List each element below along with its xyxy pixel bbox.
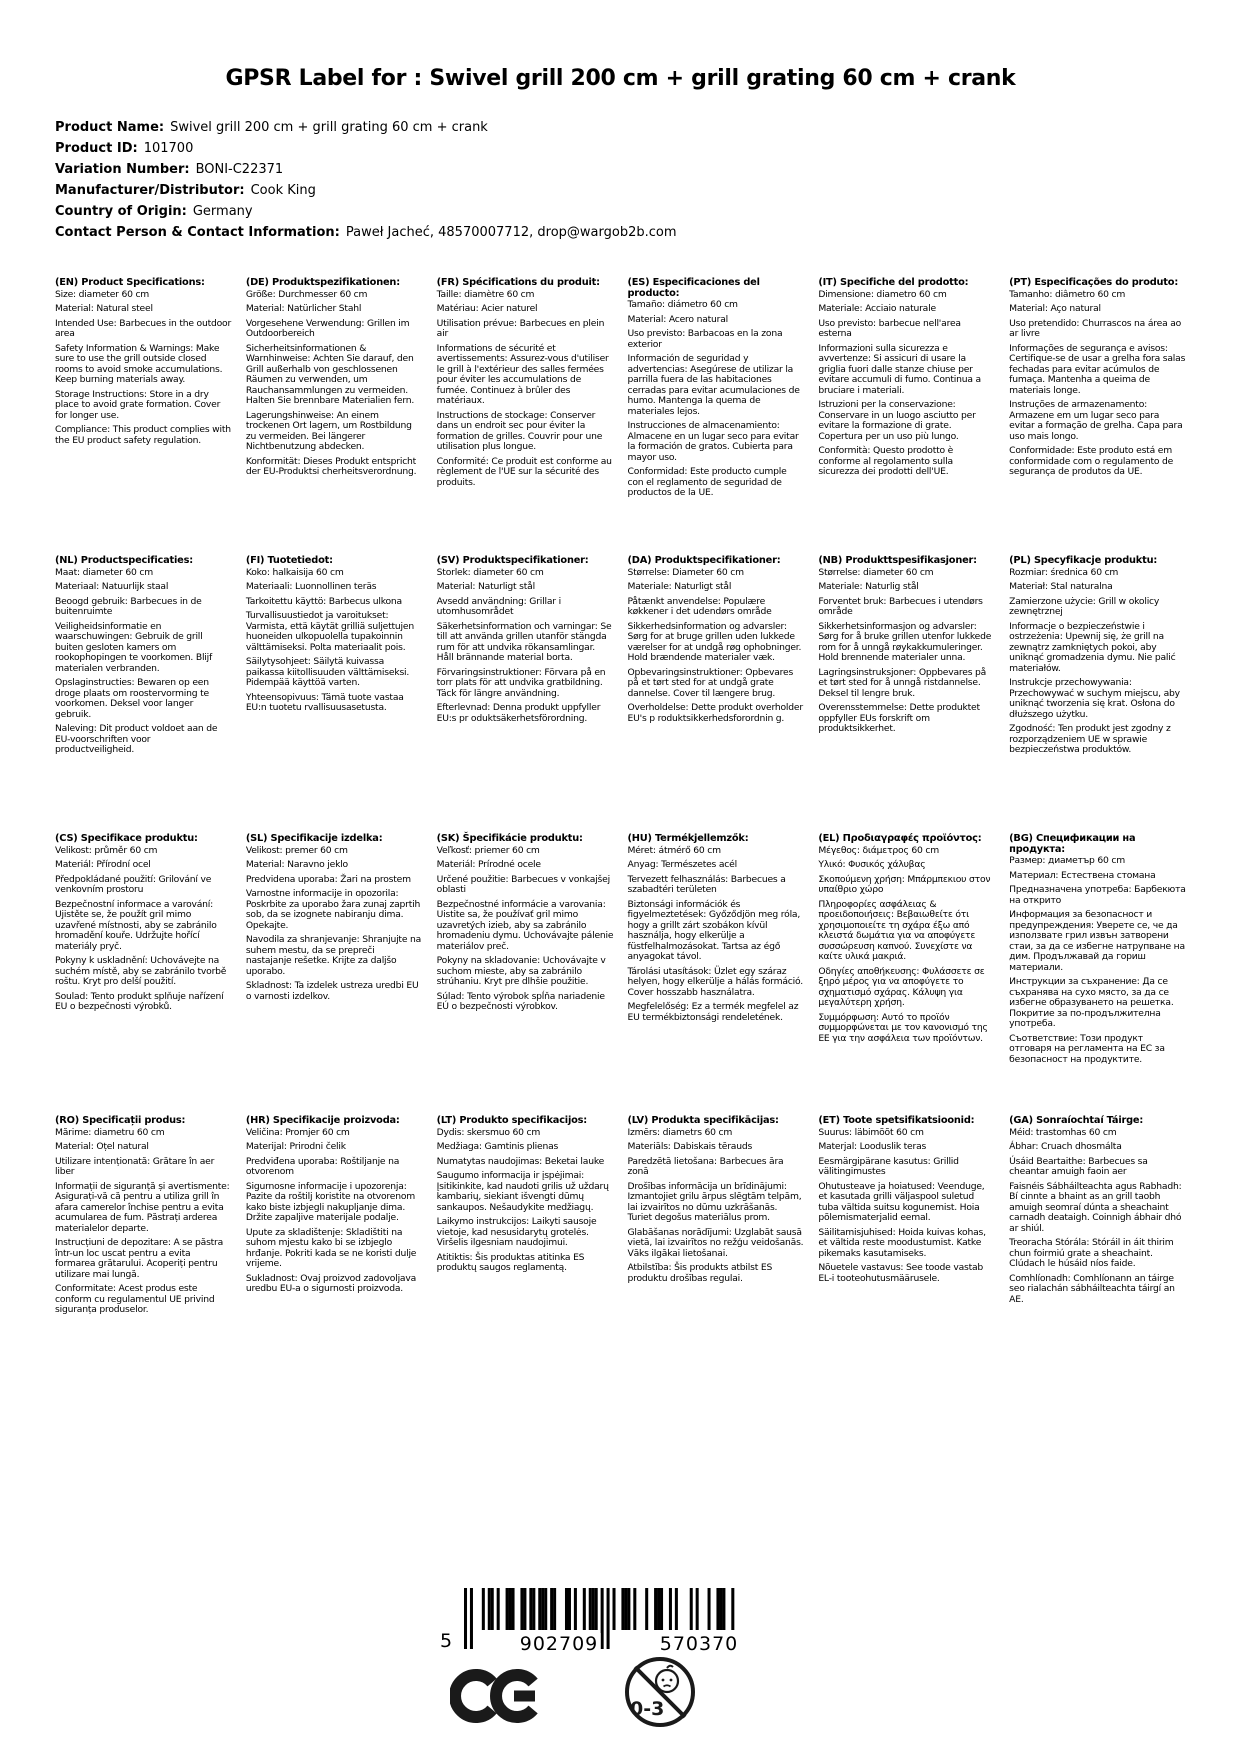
spec-paragraph: Größe: Durchmesser 60 cm [245,288,368,300]
spec-paragraph: Eesmärgipärane kasutus: Grillid välitingimustes [818,1155,959,1177]
spec-paragraph: Overensstemmelse: Dette produktet oppfyller EUs forskrift om produktsikkerhet. [818,702,980,734]
language-block-header: (NB) Produkttspesifikasjoner: [818,555,977,566]
language-block-header: (DA) Produktspecifikationer: [627,555,781,566]
spec-paragraph: Skladnost: Ta izdelek ustreza uredbi EU o varnosti izdelkov. [245,980,419,1002]
spec-paragraph: Informações de segurança e avisos: Certifique-se de usar a grelha fora salas fechadas para evitar acúmulos de fumaça. Mantenha a queima de materiais longe. [1009,342,1186,396]
language-block-bg [1009,834,1186,1069]
spec-paragraph: Turvallisuustiedot ja varoitukset: Varmista, että käytät grilliä suljettujen huoneiden ulkopuolella tupakoinnin välttämiseksi. Polta materiaalit pois. [245,610,414,653]
spec-paragraph: Atitiktis: Šis produktas atitinka ES produktų saugos reglamentą. [436,1251,585,1273]
manufacturer-label: Manufacturer/Distributor: [55,183,245,198]
spec-paragraph: Treoracha Stórála: Stóráil in áit thirim chun foirmiú grate a sheachaint. Clúdach le húsáid níos faide. [1009,1237,1174,1269]
spec-paragraph: Faisnéis Sábháilteachta agus Rabhadh: Bí cinnte a bhaint as an grill taobh amuigh seomraí dúnta a sheachaint carnadh deataigh. Coinnigh ábhair dhó ar shiúl. [1009,1180,1182,1234]
spec-paragraph: Instrucciones de almacenamiento: Almacene en un lugar seco para evitar la formación de gratos. Cubierta para mayor uso. [627,420,799,463]
language-block-fr [437,278,614,492]
language-block-header: (SV) Produktspecifikationer: [436,555,589,566]
language-block-header: (HR) Specifikacije proizvoda: [245,1115,400,1126]
spec-paragraph: Material: Natürlicher Stahl [245,303,362,314]
spec-paragraph: Ábhar: Cruach dhosmálta [1009,1141,1122,1152]
spec-paragraph: Veiligheidsinformatie en waarschuwingen: Gebruik de grill buiten gesloten kamers om rookophopingen te voorkomen. Blijf materialen verbranden. [55,620,213,674]
spec-paragraph: Istruzioni per la conservazione: Conservare in un luogo asciutto per evitare la formazione di grate. Copertura per un uso più lungo. [818,399,976,442]
spec-paragraph: Velikost: průměr 60 cm [55,844,158,856]
spec-paragraph: Conformità: Questo prodotto è conforme al regolamento sulla sicurezza dei prodotti dell'UE. [818,445,954,477]
barcode-group2: 570370 [659,1633,739,1655]
spec-paragraph: Určené použitie: Barbecues v vonkajšej oblasti [436,873,610,895]
spec-paragraph: Utilizare intenționată: Grătare în aer liber [55,1155,215,1177]
country-label: Country of Origin: [55,204,187,219]
spec-paragraph: Instructions de stockage: Conserver dans un endroit sec pour éviter la formation de grilles. Couvrir pour une utilisation plus longue. [436,409,603,452]
spec-paragraph: Μέγεθος: διάμετρος 60 cm [818,844,939,856]
language-block-header: (PT) Especificações do produto: [1009,277,1179,288]
manufacturer-value: Cook King [250,183,316,198]
spec-paragraph: Συμμόρφωση: Αυτό το προϊόν συμμορφώνεται με τον κανονισμό της ΕΕ για την ασφάλεια των προϊόντων. [818,1011,988,1044]
language-block-pl [1009,556,1186,760]
country-value: Germany [192,204,253,219]
spec-paragraph: Förvaringsinstruktioner: Förvara på en torr plats för att undvika gratbildning. Täck för längre användning. [436,666,606,699]
spec-paragraph: Sigurnosne informacije i upozorenja: Pazite da roštilj koristite na otvorenom kako biste izbjegli nakupljanje dima. Držite zapaljive materijale podalje. [245,1180,416,1223]
language-block-header: (SL) Specifikacije izdelka: [245,833,383,844]
language-block-da [627,556,804,728]
spec-paragraph: Megfelelőség: Ez a termék megfelel az EU termékbiztonsági rendeletének. [627,1001,799,1023]
language-block-it [818,278,995,482]
spec-paragraph: Tárolási utasítások: Üzlet egy száraz helyen, hogy elkerülje a hálás formáció. Cover hosszabb használatra. [627,965,803,998]
spec-paragraph: Koko: halkaisija 60 cm [245,566,344,578]
spec-paragraph: Storage Instructions: Store in a dry place to avoid grate formation. Cover for longer use. [55,388,221,421]
product-id-value: 101700 [143,141,194,156]
spec-paragraph: Zamierzone użycie: Grill w okolicy zewnętrznej [1009,595,1160,617]
spec-paragraph: Tamaño: diámetro 60 cm [627,299,738,310]
spec-paragraph: Informations de sécurité et avertissements: Assurez-vous d'utiliser le grill à l'extérieur des salles fermées pour éviter les accumulations de fumée. Continuez à brûler des matériaux. [436,342,609,406]
spec-paragraph: Navodila za shranjevanje: Shranjujte na suhem mestu, da se prepreči nastajanje rešetke. Krijte za daljšo uporabo. [245,934,422,977]
spec-paragraph: Υλικό: Φυσικός χάλυβας [818,859,926,870]
spec-paragraph: Materiale: Naturligt stål [627,581,732,592]
spec-paragraph: Matériau: Acier naturel [436,303,538,314]
language-block-header: (LV) Produkta specifikācijas: [627,1115,779,1126]
language-block-sl [246,834,423,1006]
spec-paragraph: Conformidad: Este producto cumple con el reglamento de seguridad de productos de la UE. [627,466,787,498]
spec-paragraph: Zgodność: Ten produkt jest zgodny z rozporządzeniem UE w sprawie bezpieczeństwa produktów. [1009,723,1171,755]
contact-label: Contact Person & Contact Information: [55,225,340,240]
spec-paragraph: Material: Acero natural [627,313,729,325]
spec-paragraph: Súlad: Tento výrobok spĺňa nariadenie EÚ o bezpečnosti výrobkov. [436,990,605,1012]
spec-paragraph: Forventet bruk: Barbecues i utendørs område [818,595,983,617]
spec-paragraph: Materiale: Naturlig stål [818,581,919,592]
language-block-header: (HU) Termékjellemzők: [627,833,749,844]
language-block-header: (NL) Productspecificaties: [55,555,193,566]
spec-paragraph: Pokyny na skladovanie: Uchovávajte v suchom mieste, aby sa zabránilo strúhaniu. Kryt pre dlhšie použitie. [436,955,606,987]
product-id-line [55,138,677,159]
spec-paragraph: Material: Aço natural [1009,303,1101,314]
language-block-header: (RO) Specificații produs: [55,1115,186,1126]
spec-paragraph: Veličina: Promjer 60 cm [245,1126,350,1138]
variation-number-value: BONI-C22371 [195,162,284,177]
spec-paragraph: Uso previsto: Barbacoas en la zona exterior [627,328,783,350]
language-block-sk [437,834,614,1017]
spec-paragraph: Conformitate: Acest produs este conform cu regulamentul UE privind siguranța produselor. [55,1283,215,1315]
spec-paragraph: Materiaali: Luonnollinen teräs [245,581,377,592]
spec-paragraph: Størrelse: Diameter 60 cm [627,566,744,578]
spec-paragraph: Comhlíonadh: Comhlíonann an táirge seo rialachán sábháilteachta táirgí an AE. [1009,1272,1175,1305]
manufacturer-line [55,180,677,201]
language-block-ga [1009,1116,1186,1309]
spec-paragraph: Material: Natural steel [55,303,153,314]
spec-paragraph: Size: diameter 60 cm [55,288,150,300]
spec-paragraph: Conformité: Ce produit est conforme au règlement de l'UE sur la sécurité des produits. [436,455,612,488]
spec-paragraph: Suurus: läbimõõt 60 cm [818,1126,924,1138]
language-block-sv [437,556,614,728]
spec-paragraph: Overholdelse: Dette produkt overholder EU's p roduktsikkerhedsforordnin g. [627,702,803,724]
language-block-header: (CS) Specifikace produktu: [55,833,198,844]
spec-paragraph: Maat: diameter 60 cm [55,566,153,578]
spec-paragraph: Instrucțiuni de depozitare: A se păstra într-un loc uscat pentru a evita formarea grătarului. Acoperiți pentru utilizare mai lungă. [55,1237,224,1280]
barcode [440,1588,770,1655]
age-warning-label: 0-3 [630,1698,665,1720]
language-block-hu [627,834,804,1027]
barcode-lead-digit: 5 [440,1630,453,1652]
spec-paragraph: Materiál: Prírodné ocele [436,859,541,870]
language-block-header: (LT) Produkto specifikacijos: [436,1115,587,1126]
spec-paragraph: Информация за безопасност и предупреждения: Уверете се, че да използвате грил извън затворени стаи, за да се избегне натрупване на дим. Продължавай да гориш материали. [1009,909,1185,973]
spec-paragraph: Pokyny k uskladnění: Uchovávejte na suchém místě, aby se zabránilo tvorbě roštu. Kryt pro delší použití. [55,955,227,987]
spec-paragraph: Säilitamisjuhised: Hoida kuivas kohas, et vältida reste moodustumist. Katke pikemaks kasutamiseks. [818,1226,986,1259]
spec-paragraph: Predvidena uporaba: Žari na prostem [245,873,411,885]
variation-number-line [55,159,677,180]
spec-paragraph: Säilytysohjeet: Säilytä kuivassa paikassa kiitollisuuden välttämiseksi. Pidempää käyttöä varten. [245,656,410,688]
spec-paragraph: Инструкции за съхранение: Да се съхранява на сухо място, за да се избегне образуването на решетка. Покритие за по-продължителна употреба. [1009,976,1174,1029]
spec-paragraph: Tamanho: diâmetro 60 cm [1009,288,1126,300]
spec-paragraph: Sikkerhetsinformasjon og advarsler: Sørg for å bruke grillen utenfor lukkede rom for å unngå røykakkumuleringer. Hold brennende materialer unna. [818,620,992,663]
spec-paragraph: Informazioni sulla sicurezza e avvertenze: Si assicuri di usare la griglia fuori dalle stanze chiuse per evitare accumuli di fumo. Continua a bruciare i materiali. [818,342,981,396]
spec-paragraph: Velikost: premer 60 cm [245,844,348,856]
language-grid [55,278,1186,1320]
spec-paragraph: Veľkosť: priemer 60 cm [436,844,540,856]
spec-paragraph: Sikkerhedsinformation og advarsler: Sørg for at bruge grillen uden lukkede værelser for at undgå røg ophobninger. Hold brændende materialer væk. [627,620,802,663]
spec-paragraph: Ohutusteave ja hoiatused: Veenduge, et kasutada grilli väljaspool suletud tuba vältida suitsu kogunemist. Hoia põlemismaterjalid eemal. [818,1180,985,1223]
language-block-es [627,278,804,503]
spec-paragraph: Påtænkt anvendelse: Populære køkkener i det udendørs område [627,595,772,617]
spec-paragraph: Lagringsinstruksjoner: Oppbevares på et tørt sted for å unngå ristdannelse. Deksel til lengre bruk. [818,666,987,699]
spec-paragraph: Съответствие: Този продукт отговаря на регламента на ЕС за безопасност на продуктите. [1009,1032,1165,1065]
spec-paragraph: Materjal: Looduslik teras [818,1141,927,1152]
language-block-header: (EL) Προδιαγραφές προϊόντος: [818,833,982,844]
contact-line [55,222,677,243]
spec-paragraph: Material: Naravno jeklo [245,859,348,870]
spec-paragraph: Material: Naturligt stål [436,581,535,592]
spec-paragraph: Předpokládané použití: Grilování ve venkovním prostoru [55,873,212,895]
spec-paragraph: Taille: diamètre 60 cm [436,288,535,300]
language-block-lv [627,1116,804,1288]
spec-paragraph: Drošības informācija un brīdinājumi: Izmantojiet grilu ārpus slēgtām telpām, lai izvairītos no dūmu uzkrāšanās. Turiet degošus materiālus prom. [627,1180,802,1223]
language-block-header: (FR) Spécifications du produit: [436,277,600,288]
spec-paragraph: Paredzētā lietošana: Barbecues āra zonā [627,1155,784,1177]
spec-paragraph: Tarkoitettu käyttö: Barbecus ulkona [245,595,402,607]
spec-paragraph: Información de seguridad y advertencias: Asegúrese de utilizar la parrilla fuera de las habitaciones cerradas para evitar acumulaciones de humo. Mantenga la quema de materiales lejos. [627,353,800,417]
spec-paragraph: Sukladnost: Ovaj proizvod zadovoljava uredbu EU-a o sigurnosti proizvoda. [245,1272,417,1294]
language-block-lt [437,1116,614,1278]
language-block-header: (GA) Sonraíochtaí Táirge: [1009,1115,1144,1126]
spec-paragraph: Πληροφορίες ασφάλειας & προειδοποιήσεις: Βεβαιωθείτε ότι χρησιμοποιείτε τη σχάρα έξω από κλειστά δωμάτια για να αποφύγετε συσσώρευση καπνού. Συνεχίστε να καίτε υλικά μακριά. [818,898,976,962]
spec-paragraph: Nõuetele vastavus: See toode vastab EL-i tooteohutusmäärusele. [818,1262,984,1284]
spec-paragraph: Upute za skladištenje: Skladištiti na suhom mjestu kako bi se izbjeglo hrđanje. Pokriti kada se ne koristi dulje vrijeme. [245,1226,417,1269]
language-block-nb [818,556,995,739]
product-name-line [55,117,677,138]
spec-paragraph: Safety Information & Warnings: Make sure to use the grill outside closed rooms to avoid smoke accumulations. Keep burning materials away. [55,342,223,385]
spec-paragraph: Materiał: Stal naturalna [1009,581,1113,592]
spec-paragraph: Materiale: Acciaio naturale [818,303,936,314]
spec-paragraph: Materiaal: Natuurlijk staal [55,581,169,592]
language-block-cs [55,834,232,1017]
language-block-fi [246,556,423,718]
spec-paragraph: Vorgesehene Verwendung: Grillen im Outdoorbereich [245,317,410,339]
spec-paragraph: Naleving: Dit product voldoet aan de EU-voorschriften voor productveiligheid. [55,723,218,755]
spec-paragraph: Bezpečnostní informace a varování: Ujistěte se, že použít gril mimo uzavřené místnosti, aby se zabránilo hromadění kouře. Udržujte hořící materiály pryč. [55,898,217,952]
language-block-hr [246,1116,423,1299]
barcode-group1: 902709 [519,1633,599,1655]
language-block-header: (FI) Tuotetiedot: [245,555,333,566]
spec-paragraph: Rozmiar: średnica 60 cm [1009,566,1119,578]
spec-paragraph: Uso previsto: barbecue nell'area esterna [818,317,961,339]
language-block-ro [55,1116,232,1320]
spec-paragraph: Σκοπούμενη χρήση: Μπάρμπεκιου στον υπαίθριο χώρο [818,873,991,895]
spec-paragraph: Biztonsági információk és figyelmeztetések: Győződjön meg róla, hogy a grillt zárt szobákon kívül használja, hogy elkerülje a füstfelhalmozásokat. Tartsa az égő anyagokat távol. [627,898,801,962]
spec-paragraph: Saugumo informacija ir įspėjimai: Įsitikinkite, kad naudoti grilis už uždarų kambarių, siekiant išvengti dūmų sankaupos. Nešaudykite medžiagų. [436,1170,609,1213]
product-id-label: Product ID: [55,141,138,156]
spec-paragraph: Konformität: Dieses Produkt entspricht der EU-Produktsi cherheitsverordnung. [245,455,417,477]
spec-paragraph: Informații de siguranță și avertismente: Asigurați-vă că pentru a utiliza grill în afara camerelor închise pentru a evita acumularea de fum. Păstrați arderea materialelor departe. [55,1180,230,1234]
language-block-et [818,1116,995,1288]
spec-paragraph: Avsedd användning: Grillar i utomhusområdet [436,595,561,617]
spec-paragraph: Dimensione: diametro 60 cm [818,288,947,300]
language-block-de [246,278,423,482]
spec-paragraph: Méid: trastomhas 60 cm [1009,1126,1117,1138]
language-block-header: (SK) Špecifikácie produktu: [436,833,583,844]
spec-paragraph: Bezpečnostné informácie a varovania: Uistite sa, že používať gril mimo uzavretých izieb, aby sa zabránilo hromadeniu dymu. Uchovávajte pálenie materiálov preč. [436,898,614,952]
language-block-header: (IT) Specifiche del prodotto: [818,277,969,288]
spec-paragraph: Instrukcje przechowywania: Przechowywać w suchym miejscu, aby uniknąć tworzenia się krat. Osłona do dłuższego użytku. [1009,677,1180,720]
spec-paragraph: Medžiaga: Gamtinis plienas [436,1141,559,1152]
spec-paragraph: Izmērs: diametrs 60 cm [627,1126,733,1138]
spec-paragraph: Materijal: Prirodni čelik [245,1141,346,1152]
spec-paragraph: Material: Oțel natural [55,1141,149,1152]
spec-paragraph: Materiāls: Dabiskais tērauds [627,1141,753,1152]
spec-paragraph: Materiál: Přírodní ocel [55,859,151,870]
spec-paragraph: Tervezett felhasználás: Barbecues a szabadtéri területen [627,873,786,895]
spec-paragraph: Soulad: Tento produkt splňuje nařízení EU o bezpečnosti výrobků. [55,990,224,1012]
language-block-header: (BG) Спецификации на продукта: [1009,833,1136,855]
spec-paragraph: Conformidade: Este produto está em conformidade com o regulamento de segurança de produtos da UE. [1009,445,1174,477]
page-title: GPSR Label for : Swivel grill 200 cm + grill grating 60 cm + crank [225,66,1016,91]
spec-paragraph: Numatytas naudojimas: Beketai lauke [436,1155,605,1167]
spec-paragraph: Méret: átmérő 60 cm [627,844,721,856]
variation-number-label: Variation Number: [55,162,190,177]
language-block-header: (ES) Especificaciones del producto: [627,277,760,299]
spec-paragraph: Anyag: Természetes acél [627,859,737,870]
spec-paragraph: Laikymo instrukcijos: Laikyti sausoje vietoje, kad nesusidarytų grotelės. Viršelis ilgesniam naudojimui. [436,1216,597,1248]
spec-paragraph: Οδηγίες αποθήκευσης: Φυλάσσετε σε ξηρό μέρος για να αποφύγετε το σχηματισμό σχάρας. Κάλυψη για μεγαλύτερη χρήση. [818,965,985,1008]
spec-paragraph: Glabāšanas norādījumi: Uzglabāt sausā vietā, lai izvairītos no režģu veidošanās. Vāks ilgākai lietošanai. [627,1226,804,1259]
spec-paragraph: Størrelse: diameter 60 cm [818,566,934,578]
spec-paragraph: Uso pretendido: Churrascos na área ao ar livre [1009,317,1182,339]
spec-paragraph: Opbevaringsinstruktioner: Opbevares på et tørt sted for at undgå grate dannelse. Cover til længere brug. [627,666,794,699]
product-name-label: Product Name: [55,120,165,135]
language-block-header: (ET) Toote spetsifikatsioonid: [818,1115,975,1126]
spec-paragraph: Yhteensopivuus: Tämä tuote vastaa EU:n tuotetu rvallisuusasetusta. [245,691,404,713]
spec-paragraph: Compliance: This product complies with the EU product safety regulation. [55,424,231,446]
product-name-value: Swivel grill 200 cm + grill grating 60 cm + crank [170,120,488,135]
spec-paragraph: Размер: диаметър 60 cm [1009,855,1125,866]
spec-paragraph: Dydis: skersmuo 60 cm [436,1126,541,1138]
spec-paragraph: Материал: Естествена стомана [1009,869,1156,881]
spec-paragraph: Opslaginstructies: Bewaren op een droge plaats om roostervorming te voorkomen. Deksel voor langer gebruik. [55,677,209,720]
spec-paragraph: Varnostne informacije in opozorila: Poskrbite za uporabo žara zunaj zaprtih sob, da se izognete nabiranju dima. Opekajte. [245,888,421,931]
contact-value: Paweł Jacheć, 48570007712, drop@wargob2b.com [345,225,677,240]
spec-paragraph: Úsáid Beartaithe: Barbecues sa cheantar amuigh faoin aer [1009,1155,1148,1177]
spec-paragraph: Atbilstība: Šis produkts atbilst ES produktu drošības regulai. [627,1262,773,1284]
age-warning-icon [622,1654,698,1732]
spec-paragraph: Efterlevnad: Denna produkt uppfyller EU:s pr oduktsäkerhetsförordning. [436,702,601,724]
spec-paragraph: Lagerungshinweise: An einem trockenen Ort lagern, um Rostbildung zu vermeiden. Bei längerer Nichtbenutzung abdecken. [245,409,412,452]
spec-paragraph: Säkerhetsinformation och varningar: Se till att använda grillen utanför stängda rum för att undvika rökansamlingar. Håll brännande material borta. [436,620,612,663]
language-block-header: (PL) Specyfikacje produktu: [1009,555,1158,566]
spec-paragraph: Utilisation prévue: Barbecues en plein air [436,317,605,339]
spec-paragraph: Предназначена употреба: Барбекюта на открито [1009,884,1186,906]
ce-mark-icon [450,1666,540,1726]
product-info [55,117,677,243]
language-block-pt [1009,278,1186,482]
language-block-header: (EN) Product Specifications: [55,277,205,288]
spec-paragraph: Storlek: diameter 60 cm [436,566,544,578]
language-block-en [55,278,232,450]
spec-paragraph: Sicherheitsinformationen & Warnhinweise: Achten Sie darauf, den Grill außerhalb von geschlossenen Räumen zu verwenden, um Rauchansammlungen zu vermeiden. Halten Sie brennbare Materialien fern. [245,342,415,406]
spec-paragraph: Intended Use: Barbecues in the outdoor area [55,317,232,339]
language-block-nl [55,556,232,760]
country-line [55,201,677,222]
language-block-el [818,834,995,1048]
language-block-header: (DE) Produktspezifikationen: [245,277,400,288]
spec-paragraph: Beoogd gebruik: Barbecues in de buitenruimte [55,595,202,617]
spec-paragraph: Informacje o bezpieczeństwie i ostrzeżenia: Upewnij się, że grill na zewnątrz zamkniętych pokoi, aby uniknąć gromadzenia dymu. Nie palić materiałów. [1009,620,1176,674]
spec-paragraph: Mărime: diametru 60 cm [55,1126,165,1138]
spec-paragraph: Instruções de armazenamento: Armazene em um lugar seco para evitar a formação de grelha. Capa para uso mais longo. [1009,399,1183,442]
spec-paragraph: Predviđena uporaba: Roštiljanje na otvorenom [245,1155,400,1177]
